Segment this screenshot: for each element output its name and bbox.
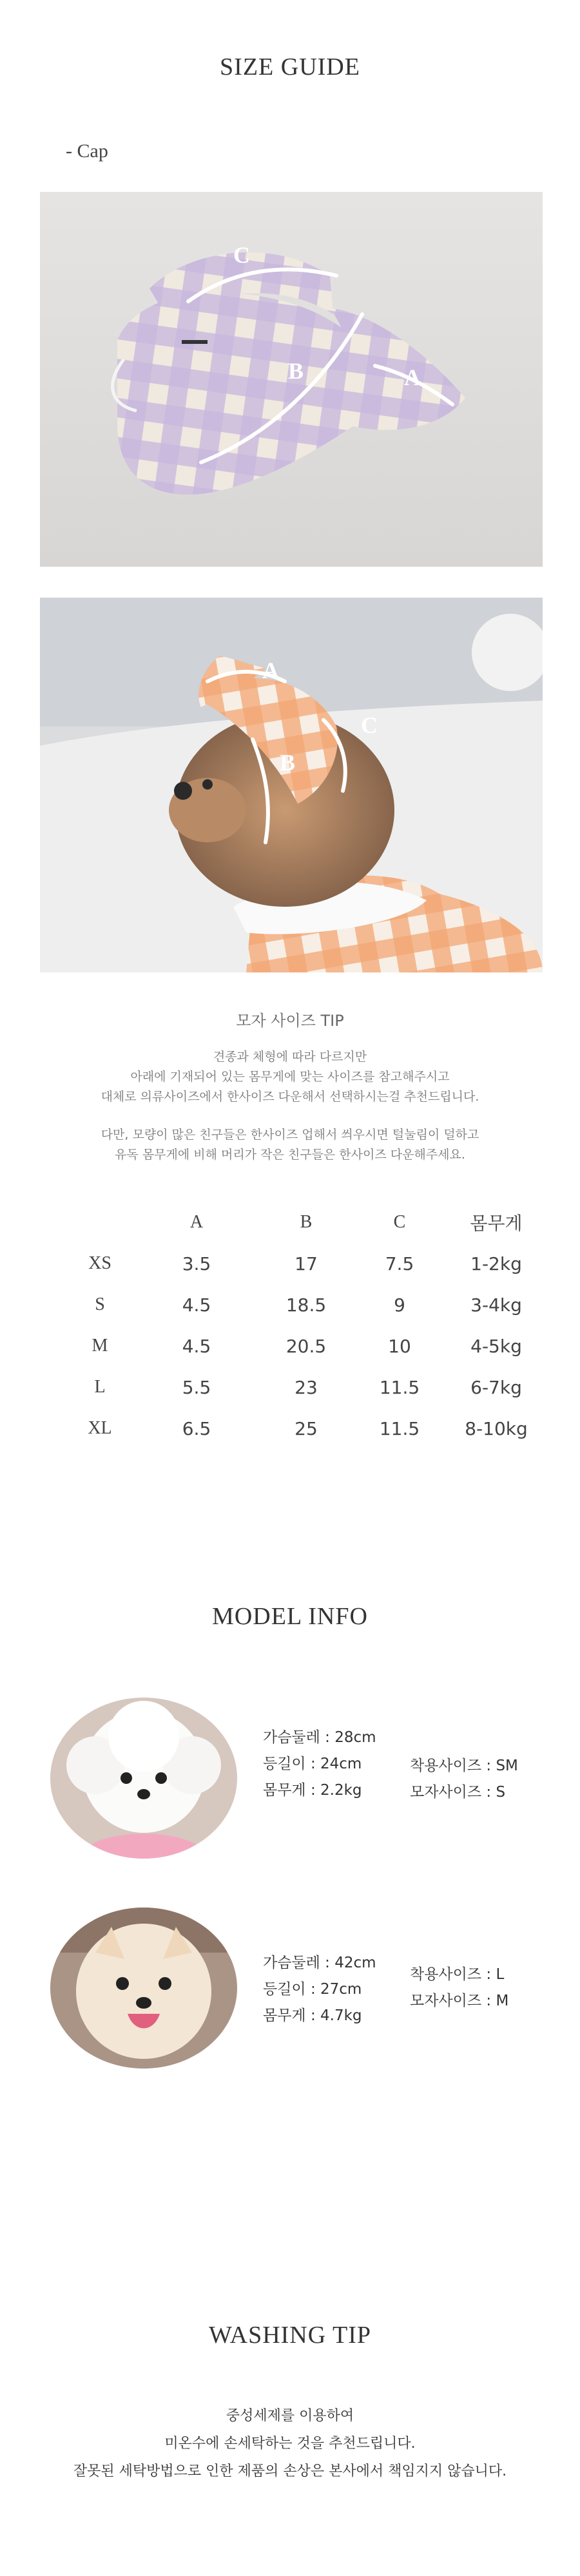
model-2-sizes	[410, 1962, 508, 2014]
model-1-sizes	[410, 1753, 518, 1806]
model-1-photo	[50, 1698, 237, 1859]
washing-tip-line: 중성세제를 이용하여	[226, 2408, 354, 2424]
model-1-back: 등길이 : 24cm	[263, 1756, 362, 1772]
size-cell: 7.5	[385, 1253, 414, 1274]
size-label: M	[92, 1336, 108, 1356]
size-table-header	[64, 1202, 135, 1243]
size-cell: 8-10kg	[465, 1417, 528, 1439]
cap-tip-line: 아래에 기재되어 있는 몸무게에 맞는 사이즈를 참고해주시고	[130, 1070, 450, 1084]
table-row	[64, 1408, 548, 1449]
washing-tip-text	[0, 2402, 580, 2485]
cap-product-illustration	[40, 192, 543, 567]
size-cell: 17	[295, 1253, 318, 1274]
size-table-header: C	[393, 1212, 406, 1232]
size-table-header: B	[300, 1212, 313, 1232]
size-cell: 6.5	[182, 1417, 211, 1439]
cap-tip-title: 모자 사이즈 TIP	[236, 1012, 344, 1030]
size-label: L	[94, 1377, 106, 1397]
size-cell: 4.5	[182, 1294, 211, 1316]
size-table-header: 몸무게	[470, 1213, 523, 1234]
model-1-measurements	[263, 1725, 376, 1804]
size-cell: 11.5	[379, 1417, 420, 1439]
cap-tip-paragraph-2	[0, 1125, 580, 1165]
size-cell: 3-4kg	[470, 1294, 522, 1316]
washing-tip-line: 잘못된 세탁방법으로 인한 제품의 손상은 본사에서 책임지지 않습니다.	[73, 2463, 507, 2479]
size-cell: 25	[295, 1417, 318, 1439]
cap-product-photo	[40, 192, 543, 567]
washing-tip-title: WASHING TIP	[208, 2322, 372, 2349]
size-cell: 4-5kg	[470, 1335, 522, 1357]
model-1-chest: 가슴둘레 : 28cm	[263, 1729, 376, 1746]
cap-tip-line: 다만, 모량이 많은 친구들은 한사이즈 업해서 씌우시면 털눌림이 덜하고	[101, 1128, 479, 1142]
table-row	[64, 1325, 548, 1367]
size-cell: 9	[394, 1294, 405, 1316]
cap-tip-line: 유독 몸무게에 비해 머리가 작은 친구들은 한사이즈 다운해주세요.	[115, 1148, 465, 1162]
model-2-cap-size: 모자사이즈 : M	[410, 1993, 509, 2009]
size-cell: 4.5	[182, 1335, 211, 1357]
model-1-weight: 몸무게 : 2.2kg	[263, 1782, 362, 1799]
size-cell: 10	[388, 1335, 411, 1357]
model-2-photo	[50, 1908, 237, 2069]
size-cell: 11.5	[379, 1376, 420, 1398]
size-cell: 5.5	[182, 1376, 211, 1398]
model-2-chest: 가슴둘레 : 42cm	[263, 1955, 376, 1971]
size-cell: 1-2kg	[470, 1253, 522, 1274]
model-1-cap-size: 모자사이즈 : S	[410, 1784, 506, 1801]
model-2-weight: 몸무게 : 4.7kg	[263, 2007, 362, 2024]
size-label: XL	[88, 1418, 112, 1438]
size-table-header-row	[64, 1202, 548, 1243]
size-guide-subtitle: - Cap	[66, 140, 108, 162]
size-cell: 23	[295, 1376, 318, 1398]
size-cell: 6-7kg	[470, 1376, 522, 1398]
model-2-wear-size: 착용사이즈 : L	[410, 1966, 505, 1983]
size-label: S	[95, 1294, 105, 1314]
size-table	[64, 1202, 548, 1449]
measure-label-c-dog: C	[361, 712, 378, 738]
cap-tip-paragraph-1	[0, 1047, 580, 1107]
washing-tip-line: 미온수에 손세탁하는 것을 추천드립니다.	[164, 2436, 416, 2452]
model-2-measurements	[263, 1950, 376, 2029]
dog-wearing-cap-photo	[40, 598, 543, 972]
model-2-back: 등길이 : 27cm	[263, 1981, 362, 1998]
cap-tip-line: 대체로 의류사이즈에서 한사이즈 다운해서 선택하시는걸 추천드립니다.	[101, 1090, 479, 1104]
size-cell: 20.5	[285, 1335, 327, 1357]
measure-label-c: C	[233, 242, 250, 268]
measure-label-a-dog: A	[262, 658, 279, 683]
measure-label-b: B	[288, 358, 304, 384]
model-1-wear-size: 착용사이즈 : SM	[410, 1757, 518, 1774]
table-row	[64, 1243, 548, 1284]
table-row	[64, 1367, 548, 1408]
dog-with-cap-illustration	[40, 598, 543, 972]
size-guide-title: SIZE GUIDE	[220, 53, 360, 80]
model-info-title: MODEL INFO	[212, 1603, 368, 1630]
size-label: XS	[88, 1253, 111, 1273]
measure-label-a: A	[404, 365, 421, 390]
cap-tip-line: 견종과 체형에 따라 다르지만	[213, 1050, 367, 1064]
size-table-header: A	[189, 1212, 204, 1232]
white-poodle-illustration	[50, 1698, 237, 1859]
pomeranian-illustration	[50, 1908, 237, 2069]
size-cell: 18.5	[285, 1294, 327, 1316]
table-row	[64, 1284, 548, 1325]
measure-label-b-dog: B	[280, 750, 296, 775]
size-cell: 3.5	[182, 1253, 211, 1274]
